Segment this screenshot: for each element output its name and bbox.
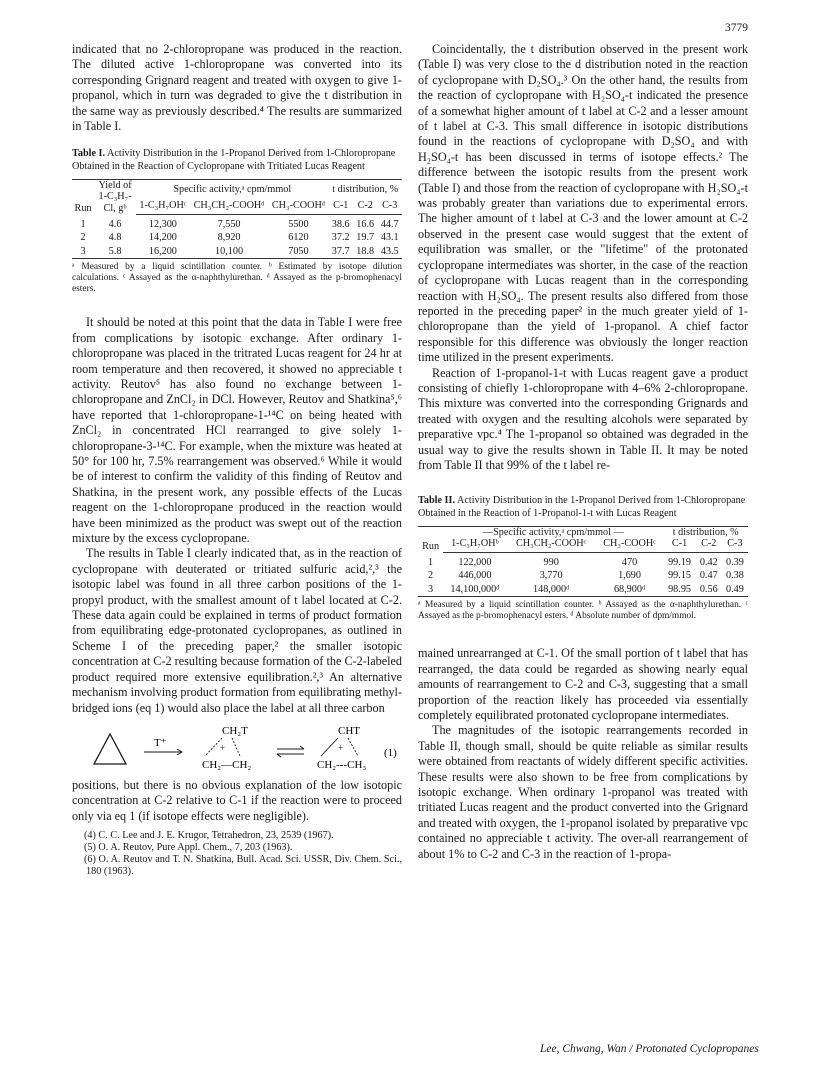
table-cell: 43.1 xyxy=(380,232,399,244)
table2-header-c1: C-1 xyxy=(663,538,695,552)
cyclopropane-triangle xyxy=(94,734,126,764)
table1-header-yield: Yield of 1-C₃H₇-Cl, gᵇ xyxy=(98,179,132,214)
right-paragraph-2: Reaction of 1-propanol-1-t with Lucas reagent gave a product consisting of chiefly 1-chloropropane with 4–6% 2-chloropropane. This mixture was converted into the corresponding Grignards and treated with oxygen and the resulting alcohols were separated by preparative vpc.⁴ The 1-propanol so obtained was degraded in the usual way to give the results shown in Table II. It may be noted from Table II that 99% of the t label re- xyxy=(418,365,748,472)
table-cell: 18.8 xyxy=(356,245,375,257)
equation-1 xyxy=(72,722,402,774)
ion1-bottom: CH₂—CH₂ xyxy=(202,758,252,771)
table2-header-c3: C-3 xyxy=(722,538,748,552)
table-row xyxy=(72,231,402,245)
table1-header-c3h7oh: 1-C₃H₇OHᶜ xyxy=(136,195,190,214)
table-cell: 12,300 xyxy=(148,218,177,230)
table-cell: 2 xyxy=(428,570,434,582)
table1-footnotes: ᵃ Measured by a liquid scintillation counter. ᵇ Estimated by isotope dilution calculations. ᶜ Assayed as the α-naphthylurethan. ᵈ Assayed as the p-bromophenacyl esters. xyxy=(72,262,402,295)
reference-item: (5) O. A. Reutov, Pure Appl. Chem., 7, 203 (1963). xyxy=(84,842,293,854)
table2-header-specific: —Specific activity,ᵃ cpm/mmol — xyxy=(482,526,624,538)
table2-header-run: Run xyxy=(422,540,440,552)
table-row xyxy=(72,214,402,231)
table-cell: 4.8 xyxy=(108,232,122,244)
table1-header-tdist: t distribution, % xyxy=(332,183,399,195)
table-cell: 470 xyxy=(621,556,638,568)
ion2-bottom: CH₂---CH₃ xyxy=(317,758,367,771)
table-cell: 3 xyxy=(80,245,86,257)
charge-plus-1: + xyxy=(220,742,226,753)
table-cell: 0.56 xyxy=(699,583,718,595)
equation-1-drawing xyxy=(72,722,402,774)
table1-caption xyxy=(72,148,402,172)
table-cell: 68,900ᵈ xyxy=(613,583,646,595)
table-cell: 16.6 xyxy=(356,218,375,230)
running-footer: Lee, Chwang, Wan / Protonated Cyclopropanes xyxy=(540,1043,759,1055)
table-cell: 2 xyxy=(80,232,86,244)
table-cell: 14,100,000ᵈ xyxy=(450,583,500,595)
table2-label: Table II. xyxy=(418,495,455,507)
reference-item: (6) O. A. Reutov and T. N. Shatkina, Bull. Acad. Sci. USSR, Div. Chem. Sci., 180 (1963). xyxy=(84,854,402,878)
table-cell: 38.6 xyxy=(331,218,350,230)
left-column xyxy=(72,42,402,878)
table-cell: 37.2 xyxy=(331,232,350,244)
table-cell: 0.38 xyxy=(725,570,744,582)
table2 xyxy=(418,526,748,598)
right-paragraph-3: mained unrearranged at C-1. Of the small portion of t label that has rearranged, the data could be regarded as showing nearly equal amounts of rearrangement to C-2 and C-3, suggesting that a small proportion of the reaction likely has proceeded via essentially completely equilibrated protonated cyclopropane intermediates. xyxy=(418,646,748,722)
table1-caption-text: Activity Distribution in the 1-Propanol Derived from 1-Chloropropane Obtained in the Reaction of Cyclopropane with Tritiated Lucas Reagent xyxy=(72,148,396,172)
table1 xyxy=(72,179,402,260)
table-cell: 0.47 xyxy=(699,570,718,582)
table2-header-tdist: t distribution, % xyxy=(672,526,739,538)
table1-header-c1: C-1 xyxy=(328,195,353,214)
table2-header-ch3ch2cooh: CH₃CH₂-COOHᶜ xyxy=(507,538,596,552)
left-paragraph-4: positions, but there is no obvious explanation of the low isotopic concentration at C-2 relative to C-1 if the reaction were to proceed only via eq 1 (if isotope effects were negligible). xyxy=(72,777,402,823)
table-cell: 37.7 xyxy=(331,245,350,257)
table-cell: 4.6 xyxy=(108,218,122,230)
table-cell: 44.7 xyxy=(380,218,399,230)
table2-header-c2: C-2 xyxy=(696,538,722,552)
table-cell: 0.49 xyxy=(725,583,744,595)
right-paragraph-1: Coincidentally, the t distribution observed in the present work (Table I) was very close to the d distribution noted in the reaction of cyclopropane with D₂SO₄.³ On the other hand, the results from the reaction of cyclopropane with H₂SO₄-t indicated the presence of a somewhat higher amount of t label at C-2 and a lesser amount of t label at C-3. This small difference in isotopic distributions found in the reactions of cyclopropane with D₂SO₄ and with H₂SO₄-t has been discussed in terms of isotope effects.² The difference between the isotopic results from the present work (Table I) and those from the reaction of cyclopropane with H₂SO₄-t was probably greater than variations due to experimental errors. The higher amount of t label at C-3 and the lower amount at C-2 observed in the present case would suggest that the extent of equilibration was smaller, or the "lifetime" of the protonated cyclopropane intermediates was shorter, in the case of the reaction of cyclopropane with Lucas reagent than in the corresponding reaction with H₂SO₄. The present results also differed from those reported in the preceding paper² in the much greater yield of 1-chloropropane than the yield of 1-propanol. A chief factor responsible for this difference was obviously the longer reaction time utilized in the present experiments. xyxy=(418,42,748,365)
left-paragraph-3: The results in Table I clearly indicated that, as in the reaction of cyclopropane with deuterated or tritiated sulfuric acid,²,³ the isotopic label was found in all three carbon positions of the 1-propyl product, with the smallest amount of t label located at C-2. These data again could be explained in terms of product formation from equilibrating edge-protonated cyclopropanes, as outlined in Scheme I of the preceding paper,² the smaller isotopic concentration at C-2 resulting because formation of the C-2-labeled product required more extensive equilibration.²,³ An alternative mechanism involving product formation from equilibrating methyl-bridged ions (eq 1) would also place the label at all three carbon xyxy=(72,546,402,715)
table1-header-run: Run xyxy=(74,202,92,214)
table-cell: 5500 xyxy=(288,218,309,230)
table1-header-specific: Specific activity,ᵃ cpm/mmol xyxy=(173,183,292,195)
table-cell: 1 xyxy=(80,218,86,230)
table-cell: 98.95 xyxy=(668,583,691,595)
table-cell: 0.42 xyxy=(699,556,718,568)
table-cell: 6120 xyxy=(288,232,309,244)
ion2-top: CHT xyxy=(338,724,360,737)
ion1-top: CH₂T xyxy=(222,724,248,737)
table-cell: 3 xyxy=(428,583,434,595)
reference-item: (4) C. C. Lee and J. E. Krugor, Tetrahedron, 23, 2539 (1967). xyxy=(84,830,334,842)
table2-header-ch3cooh: CH₃-COOHᶜ xyxy=(596,538,664,552)
table-cell: 148,000ᵈ xyxy=(533,583,570,595)
table-cell: 3,770 xyxy=(539,570,563,582)
table-cell: 446,000 xyxy=(458,570,492,582)
table-cell: 7,550 xyxy=(217,218,241,230)
table2-caption-text: Activity Distribution in the 1-Propanol Derived from 1-Chloropropane Obtained in the Reaction of 1-Propanol-1-t with Lucas Reagent xyxy=(418,495,746,519)
table-cell: 990 xyxy=(543,556,559,568)
left-paragraph-1: indicated that no 2-chloropropane was produced in the reaction. The diluted active 1-chloropropane was converted into its corresponding Grignard reagent and treated with oxygen to give 1-propanol, which in turn was degraded to give the t distribution in the same way as previously described.⁴ The results are summarized in Table I. xyxy=(72,42,402,134)
page-number: 3779 xyxy=(725,22,748,34)
table-cell: 0.39 xyxy=(725,556,744,568)
table-row xyxy=(72,245,402,259)
table-cell: 14,200 xyxy=(148,232,177,244)
table-cell: 19.7 xyxy=(356,232,375,244)
table-cell: 5.8 xyxy=(108,245,122,257)
table-cell: 7050 xyxy=(288,245,309,257)
references xyxy=(72,830,402,878)
table-cell: 43.5 xyxy=(380,245,399,257)
table-cell: 10,100 xyxy=(215,245,244,257)
table1-header-c2: C-2 xyxy=(353,195,378,214)
table2-footnotes: ᵃ Measured by a liquid scintillation counter. ᵇ Assayed as the α-naphthylurethan. ᶜ Assayed as the p-bromophenacyl esters. ᵈ Absolute number of dpm/mmol. xyxy=(418,600,748,622)
charge-plus-2: + xyxy=(338,742,344,753)
table-row xyxy=(418,569,748,583)
reagent-label: T⁺ xyxy=(154,736,167,749)
table2-caption xyxy=(418,495,748,519)
table-cell: 99.15 xyxy=(668,570,691,582)
right-paragraph-4: The magnitudes of the isotopic rearrangements recorded in Table II, though small, should be quite reliable as similar results were obtained from reactants of widely different specific activities. These results were also shown to be free from complications by isotopic exchange. When ordinary 1-propanol was treated with tritiated Lucas reagent and the product converted into the Grignard and treated with oxygen, the 1-propanol isolated by preparative vpc contained no appreciable t activity. The over-all rearrangement of about 1% to C-2 and C-3 in the reaction of 1-propa- xyxy=(418,723,748,861)
left-paragraph-2: It should be noted at this point that the data in Table I were free from complications by isotopic exchange. After ordinary 1-chloropropane was placed in the tritrated Lucas reagent for 24 hr at room temperature and then recovered, it showed no appreciable t activity. Reutov⁵ has also found no exchange between 1-chloropropane and ZnCl₂ in DCl. However, Reutov and Shatkina⁵,⁶ have reported that 1-chloropropane-1-¹⁴C on being heated with ZnCl₂ in concentrated HCl rearranged to give solely 1-chloropropane-3-¹⁴C. For example, when the mixture was heated at 50° for 100 hr, 7.5% rearrangement was observed.⁶ While it would be of interest to confirm the validity of this finding of Reutov and Shatkina, in the present work, any possible effects of the Lucas reagent on the 1-chloropropane produced in the reaction would have been minimized as the product was swept out of the reaction mixture by the excess cyclopropane. xyxy=(72,315,402,546)
table-cell: 122,000 xyxy=(458,556,492,568)
table-cell: 99.19 xyxy=(668,556,691,568)
right-column xyxy=(418,42,748,862)
table-cell: 1,690 xyxy=(618,570,641,582)
table-cell: 16,200 xyxy=(148,245,177,257)
table-cell: 1 xyxy=(428,556,434,568)
table-row xyxy=(418,583,748,597)
table1-label: Table I. xyxy=(72,148,106,160)
table1-header-ch3ch2cooh: CH₃CH₂-COOHᵈ xyxy=(190,195,269,214)
table-row xyxy=(418,552,748,569)
table2-header-c3h7oh: 1-C₃H₇OHᵇ xyxy=(443,538,507,552)
equation-number: (1) xyxy=(384,746,397,759)
table1-header-ch3cooh: CH₃-COOHᵈ xyxy=(268,195,328,214)
table1-header-c3: C-3 xyxy=(377,195,402,214)
table-cell: 8,920 xyxy=(217,232,241,244)
